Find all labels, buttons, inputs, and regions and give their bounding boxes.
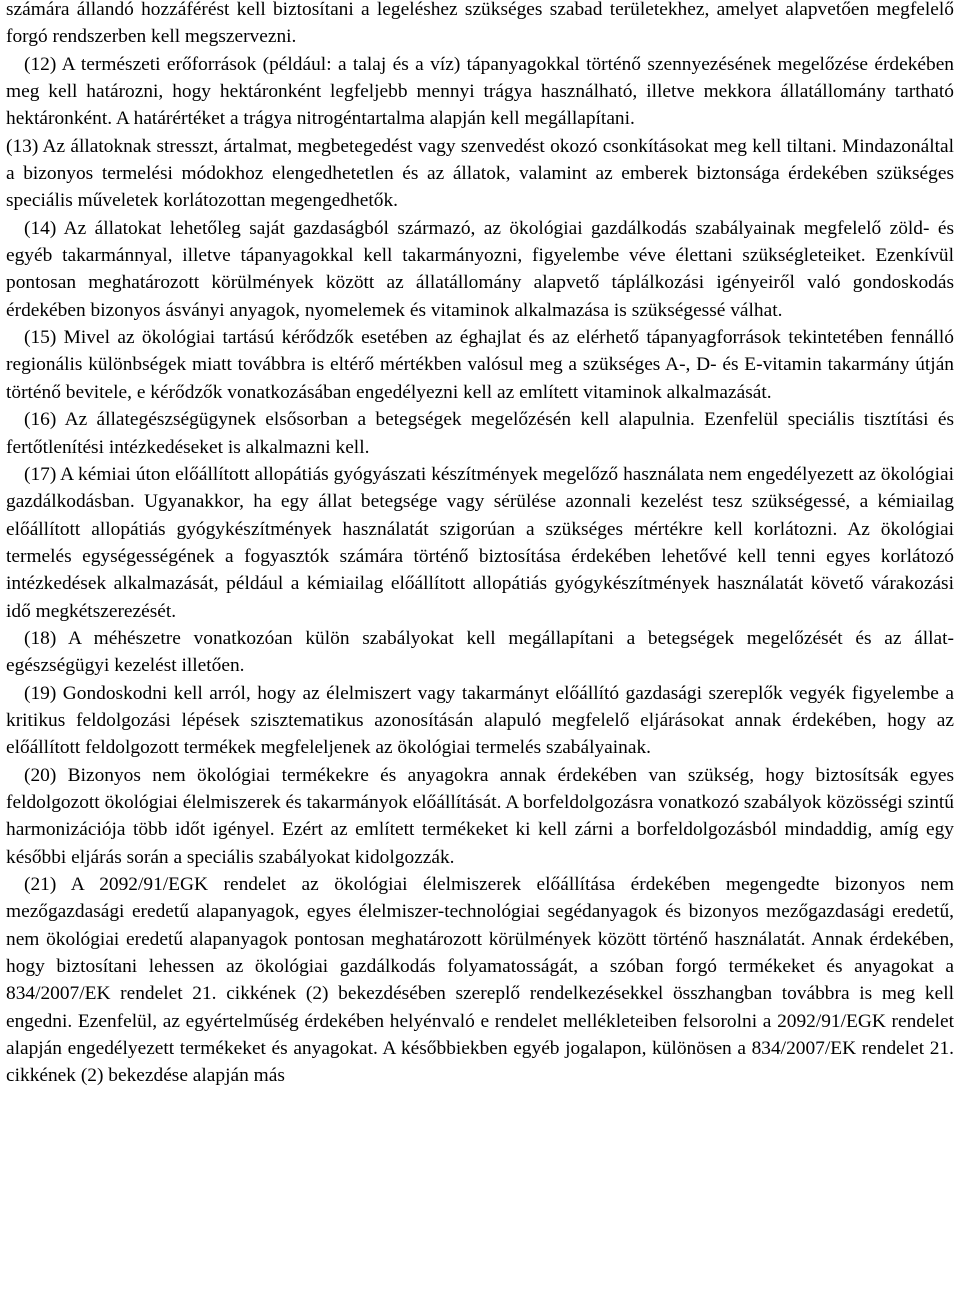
paragraph-13: (13) Az állatoknak stresszt, ártalmat, megbetegedést vagy szenvedést okozó csonkításokat meg kell tiltani. Mindazonáltal a bizonyos termelési módokhoz elengedhetetlen és az állatok, valamint az emberek biztonsága érdekében szükséges speciális műveletek korlátozottan megengedhetők. — [6, 135, 954, 212]
document-page — [6, 0, 954, 1090]
paragraph-15: (15) Mivel az ökológiai tartású kérődzők esetében az éghajlat és az elérhető tápanyagforrások tekintetében fennálló regionális különbségek miatt továbbra is eltérő mértékben valósul meg a szükséges A-, D- és E-vitamin takarmány útján történő bevitele, e kérődzők vonatkozásában engedélyezni kell az említett vitaminok alkalmazását. — [6, 327, 954, 403]
paragraph-12: (12) A természeti erőforrások (például: a talaj és a víz) tápanyagokkal történő szennyezésének megelőzése érdekében meg kell határozni, hogy hektáronként legfeljebb mennyi trágya használható, illetve mekkora állatállomány tartható hektáronként. A határértéket a trágya nitrogéntartalma alapján kell megállapítani. — [6, 53, 954, 130]
paragraph-16: (16) Az állategészségügynek elsősorban a betegségek megelőzésén kell alapulnia. Ezenfelül speciális tisztítási és fertőtlenítési intézkedéseket is alkalmazni kell. — [6, 409, 954, 458]
paragraph-18: (18) A méhészetre vonatkozóan külön szabályokat kell megállapítani a betegségek megelőzését és az állat-egészségügyi kezelést illetően. — [6, 627, 954, 677]
paragraph-continuation: számára állandó hozzáférést kell biztosítani a legeléshez szükséges szabad területekhez, amelyet alapvetően megfelelő forgó rendszerben kell megszervezni. — [6, 0, 954, 48]
paragraph-19: (19) Gondoskodni kell arról, hogy az élelmiszert vagy takarmányt előállító gazdasági szereplők vegyék figyelembe a kritikus feldolgozási lépések szisztematikus azonosításán alapuló megfelelő eljárásokat annak érdekében, hogy az előállított feldolgozott termékek megfeleljenek az ökológiai termelés szabályainak. — [6, 682, 954, 759]
paragraph-20: (20) Bizonyos nem ökológiai termékekre és anyagokra annak érdekében van szükség, hogy biztosítsák egyes feldolgozott ökológiai élelmiszerek és takarmányok előállítását. A borfeldolgozásra vonatkozó szabályok közösségi szintű harmonizációja több időt igényel. Ezért az említett termékeket ki kell zárni a borfeldolgozásból mindaddig, amíg egy későbbi eljárás során a speciális szabályokat kidolgozzák. — [6, 764, 954, 868]
paragraph-17: (17) A kémiai úton előállított allopátiás gyógyászati készítmények megelőző használata nem engedélyezett az ökológiai gazdálkodásban. Ugyanakkor, ha egy állat betegsége vagy sérülése azonnali kezelést tesz szükségessé, a kémiailag előállított allopátiás gyógykészítmények használatát szigorúan a szükséges mértékre kell korlátozni. Az ökológiai termelés egységességének a fogyasztók számára történő biztosítása érdekében lehetővé kell tenni egyes korlátozó intézkedések alkalmazását, például a kémiailag előállított allopátiás gyógykészítmények használatát követő várakozási idő megkétszerezését. — [6, 463, 954, 622]
paragraph-21: (21) A 2092/91/EGK rendelet az ökológiai élelmiszerek előállítása érdekében megengedte bizonyos nem mezőgazdasági eredetű alapanyagok, egyes élelmiszer-technológiai segédanyagok és bizonyos mezőgazdasági eredetű, nem ökológiai eredetű alapanyagok pontosan meghatározott körülmények között történő használatát. Annak érdekében, hogy biztosítani lehessen az ökológiai gazdálkodás folyamatosságát, a szóban forgó termékeket és anyagokat a 834/2007/EK rendelet 21. cikkének (2) bekezdésében szereplő rendelkezésekkel összhangban továbbra is meg kell engedni. Ezenfelül, az egyértelműség érdekében helyénvaló e rendelet mellékleteiben felsorolni a 2092/91/EGK rendelet alapján engedélyezett termékeket és anyagokat. A későbbiekben egyéb jogalapon, különösen a 834/2007/EK rendelet 21. cikkének (2) bekezdése alapján más — [6, 874, 954, 1087]
paragraph-14: (14) Az állatokat lehetőleg saját gazdaságból származó, az ökológiai gazdálkodás szabályainak megfelelő zöld- és egyéb takarmánnyal, illetve tápanyagokkal kell takarmányozni, figyelembe véve élettani szükségleteiket. Ezenkívül pontosan meghatározott körülmények között az állatállomány alapvető táplálkozási igényeiről való gondoskodás érdekében bizonyos ásványi anyagok, nyomelemek és vitaminok alkalmazása is szükségessé válhat. — [6, 217, 954, 321]
